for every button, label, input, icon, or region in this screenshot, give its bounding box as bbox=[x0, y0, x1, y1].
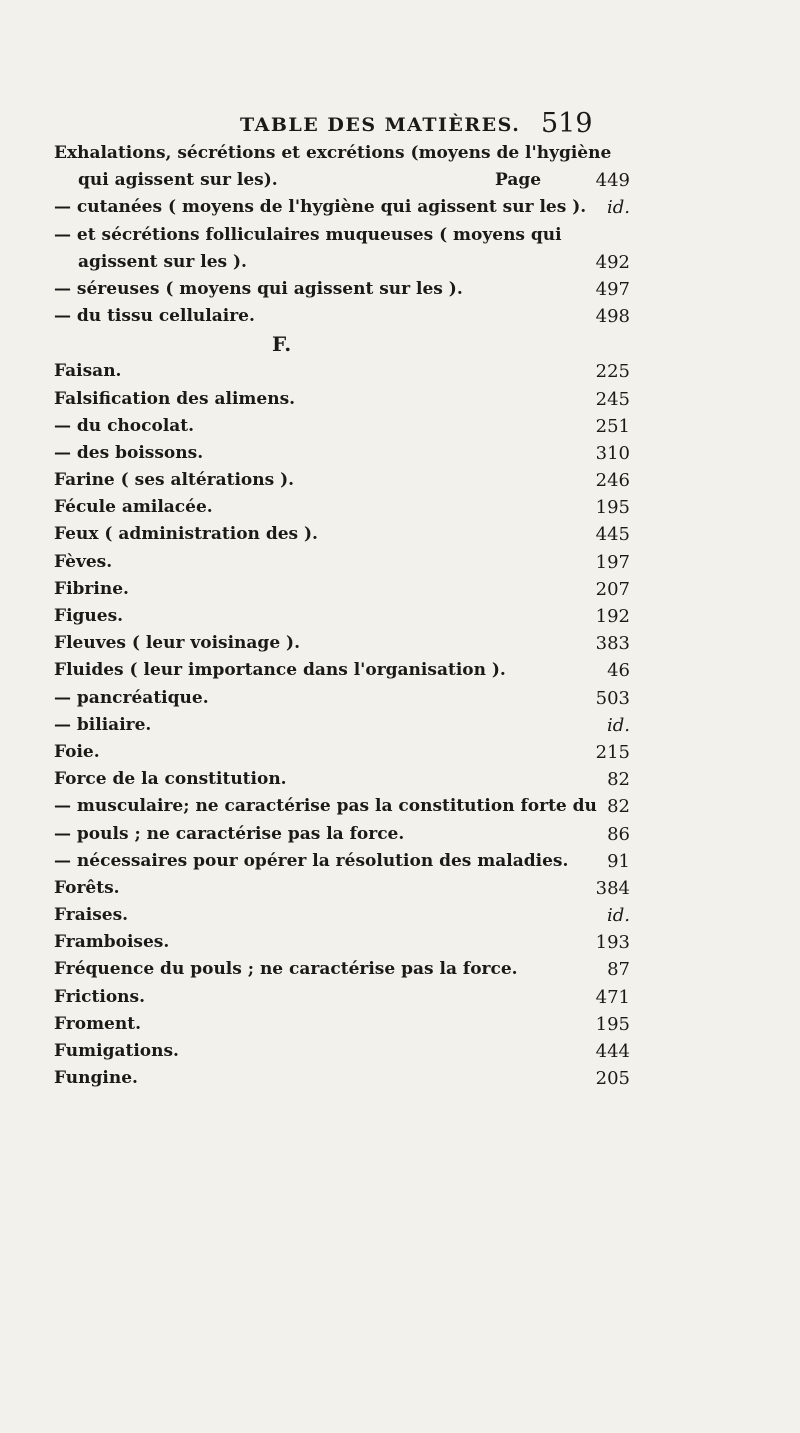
entry-text: Fécule amilacée. bbox=[54, 497, 213, 518]
entry-text: — biliaire. bbox=[54, 714, 152, 735]
entry-text: Froment. bbox=[54, 1013, 142, 1034]
entry-page-ref: 246 bbox=[595, 470, 630, 492]
index-entry bbox=[0, 1011, 800, 1038]
page-number: 519 bbox=[541, 108, 593, 139]
entry-text: Fleuves ( leur voisinage ). bbox=[54, 633, 301, 654]
entry-text: — du tissu cellulaire. bbox=[54, 306, 255, 327]
entry-page-ref: 445 bbox=[595, 524, 630, 546]
index-entry bbox=[0, 984, 800, 1011]
entry-page-ref: id. bbox=[606, 714, 630, 736]
section-letter bbox=[0, 330, 800, 358]
entry-text: — et sécrétions folliculaires muqueuses ( moyens qui bbox=[54, 224, 562, 245]
index-entry bbox=[0, 140, 800, 167]
entry-text: Fibrine. bbox=[54, 578, 129, 599]
index-entry bbox=[0, 358, 800, 385]
index-entry bbox=[0, 440, 800, 467]
entry-page-ref: 498 bbox=[595, 306, 630, 328]
running-title: TABLE DES MATIÈRES. bbox=[240, 114, 521, 136]
index-entry bbox=[0, 739, 800, 766]
index-entry bbox=[0, 712, 800, 739]
entry-page-ref: 91 bbox=[607, 850, 630, 872]
entry-text: Frictions. bbox=[54, 986, 146, 1007]
index-entry bbox=[0, 685, 800, 712]
index-entry bbox=[0, 630, 800, 657]
entry-page-ref: 192 bbox=[595, 606, 630, 627]
entries-group-f bbox=[0, 358, 800, 1092]
entry-text: Faisan. bbox=[54, 361, 122, 382]
entry-page-ref: 471 bbox=[595, 986, 630, 1008]
entry-page-ref: 195 bbox=[595, 1013, 630, 1035]
index-entry bbox=[0, 521, 800, 548]
entry-text: Foie. bbox=[54, 741, 100, 762]
entry-page-ref: 215 bbox=[595, 741, 630, 763]
index-entry bbox=[0, 793, 800, 820]
entry-page-ref: 251 bbox=[595, 415, 630, 437]
index-entry bbox=[0, 167, 800, 194]
entry-text: Fréquence du pouls ; ne caractérise pas la force. bbox=[54, 959, 518, 980]
entry-text: — pouls ; ne caractérise pas la force. bbox=[54, 823, 405, 844]
index-entry bbox=[0, 1038, 800, 1065]
entry-text: — pancréatique. bbox=[54, 687, 209, 708]
entry-page-ref: 197 bbox=[595, 551, 630, 573]
entry-page-ref: 444 bbox=[595, 1041, 630, 1062]
entry-text: Fumigations. bbox=[54, 1041, 179, 1061]
index-entry bbox=[0, 276, 800, 303]
index-entry bbox=[0, 766, 800, 793]
entry-page-ref: 497 bbox=[595, 278, 630, 300]
entry-page-ref: 193 bbox=[595, 932, 630, 954]
index-entry bbox=[0, 386, 800, 413]
entry-page-ref: 449 bbox=[595, 170, 630, 192]
index-entry bbox=[0, 657, 800, 684]
entry-text: — du chocolat. bbox=[54, 415, 195, 436]
entry-page-ref: 503 bbox=[595, 687, 630, 709]
index-entry bbox=[0, 929, 800, 956]
entry-page-ref: 195 bbox=[595, 497, 630, 519]
index-entry bbox=[0, 303, 800, 330]
index-entry bbox=[0, 494, 800, 521]
entry-page-ref: 245 bbox=[595, 388, 630, 410]
entry-text: Fèves. bbox=[54, 551, 113, 572]
entry-text: Farine ( ses altérations ). bbox=[54, 470, 295, 491]
entry-page-ref: id. bbox=[606, 905, 630, 927]
index-entries bbox=[0, 140, 800, 1092]
entry-text: Fungine. bbox=[54, 1068, 138, 1089]
entry-page-ref: 82 bbox=[607, 796, 630, 818]
index-entry bbox=[0, 249, 800, 276]
index-entry bbox=[0, 821, 800, 848]
entry-text: Fluides ( leur importance dans l'organisation ). bbox=[54, 660, 506, 681]
entry-page-label: Page bbox=[495, 170, 542, 191]
index-entry bbox=[0, 956, 800, 983]
entry-page-ref: 82 bbox=[607, 769, 630, 791]
entry-page-ref: 310 bbox=[595, 442, 630, 464]
entry-text: Exhalations, sécrétions et excrétions (moyens de l'hygiène bbox=[54, 143, 612, 163]
index-entry bbox=[0, 848, 800, 875]
entry-page-ref: 86 bbox=[607, 823, 630, 845]
index-entry bbox=[0, 413, 800, 440]
index-entry bbox=[0, 603, 800, 630]
entry-text: — cutanées ( moyens de l'hygiène qui agissent sur les ). bbox=[54, 197, 587, 218]
entry-page-ref: 492 bbox=[595, 251, 630, 273]
index-entry bbox=[0, 1065, 800, 1092]
entry-text: Falsification des alimens. bbox=[54, 388, 296, 409]
entry-page-ref: 87 bbox=[607, 959, 630, 981]
index-entry bbox=[0, 549, 800, 576]
entry-text: Fraises. bbox=[54, 905, 129, 926]
index-entry bbox=[0, 902, 800, 929]
entry-text: — des boissons. bbox=[54, 442, 204, 463]
entry-page-ref: 46 bbox=[607, 660, 630, 682]
entry-page-ref: 205 bbox=[595, 1068, 630, 1090]
entry-page-ref: 225 bbox=[595, 361, 630, 383]
entry-page-ref: 383 bbox=[595, 633, 630, 655]
entry-text: — musculaire; ne caractérise pas la constitution forte du bbox=[54, 796, 597, 817]
entry-text: Feux ( administration des ). bbox=[54, 524, 318, 545]
entry-text: Force de la constitution. bbox=[54, 769, 287, 790]
entries-group-e bbox=[0, 140, 800, 330]
index-entry bbox=[0, 576, 800, 603]
entry-page-ref: id. bbox=[606, 197, 630, 219]
index-entry bbox=[0, 194, 800, 221]
entry-text: — nécessaires pour opérer la résolution des maladies. bbox=[54, 850, 569, 871]
index-entry bbox=[0, 467, 800, 494]
index-entry bbox=[0, 875, 800, 902]
entry-text: qui agissent sur les). bbox=[78, 170, 278, 191]
index-entry bbox=[0, 222, 800, 249]
entry-text: Framboises. bbox=[54, 932, 170, 953]
entry-text: Forêts. bbox=[54, 877, 120, 898]
section-letter-text: F. bbox=[272, 332, 292, 357]
entry-text: agissent sur les ). bbox=[78, 251, 247, 272]
entry-text: Figues. bbox=[54, 606, 124, 626]
entry-page-ref: 384 bbox=[595, 877, 630, 899]
entry-text: — séreuses ( moyens qui agissent sur les ). bbox=[54, 278, 463, 299]
entry-page-ref: 207 bbox=[595, 578, 630, 600]
